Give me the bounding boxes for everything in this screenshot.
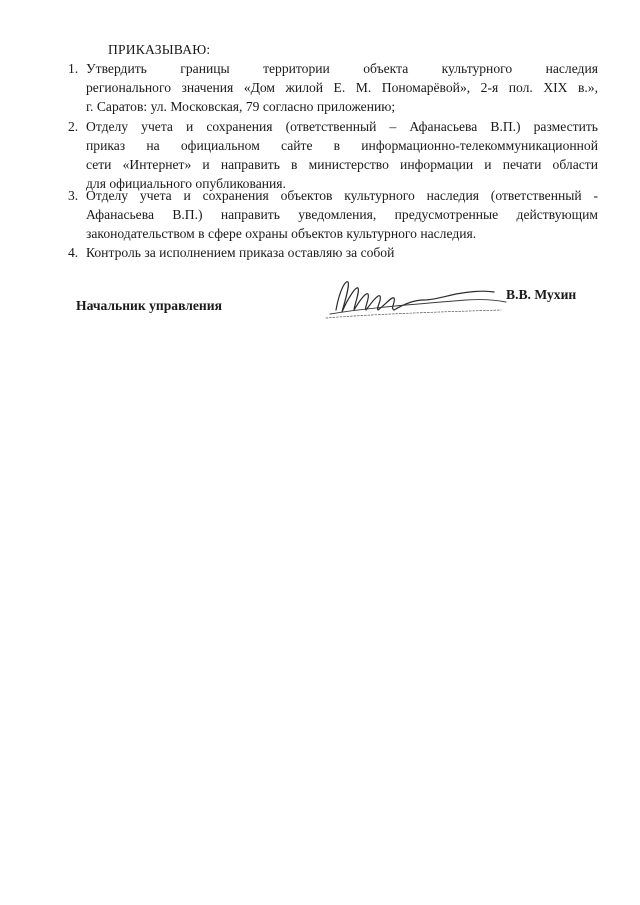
item-line: Афанасьева В.П.) направить уведомления, предусмотренные действующим — [86, 207, 598, 222]
item-line: приказ на официальном сайте в информационно-телекоммуникационной — [86, 138, 598, 153]
item-number: 2. — [68, 119, 79, 134]
item-line: Отделу учета и сохранения объектов культурного наследия (ответственный - — [86, 188, 598, 203]
item-line: регионального значения «Дом жилой Е. М. Пономарёвой», 2-я пол. XIX в.», — [86, 80, 598, 95]
item-line: законодательством в сфере охраны объектов культурного наследия. — [86, 226, 477, 241]
list-item — [68, 243, 466, 262]
handwritten-signature — [296, 270, 516, 330]
list-item — [68, 59, 598, 116]
item-number: 1. — [68, 61, 79, 76]
signatory-title: Начальник управления — [76, 298, 222, 313]
item-line: для официального опубликования. — [86, 176, 286, 191]
order-heading: ПРИКАЗЫВАЮ: — [108, 42, 211, 57]
list-item — [68, 117, 598, 193]
item-line: сети «Интернет» и направить в министерство информации и печати области — [86, 157, 598, 172]
list-item — [68, 186, 598, 243]
signatory-name: В.В. Мухин — [506, 287, 577, 302]
item-number: 4. — [68, 245, 79, 260]
item-line: Контроль за исполнением приказа оставляю за собой — [86, 245, 395, 260]
item-line: г. Саратов: ул. Московская, 79 согласно приложению; — [86, 99, 396, 114]
item-line: Отделу учета и сохранения (ответственный – Афанасьева В.П.) разместить — [86, 119, 598, 134]
item-number: 3. — [68, 188, 79, 203]
item-line: Утвердить границы территории объекта культурного наследия — [86, 61, 598, 76]
